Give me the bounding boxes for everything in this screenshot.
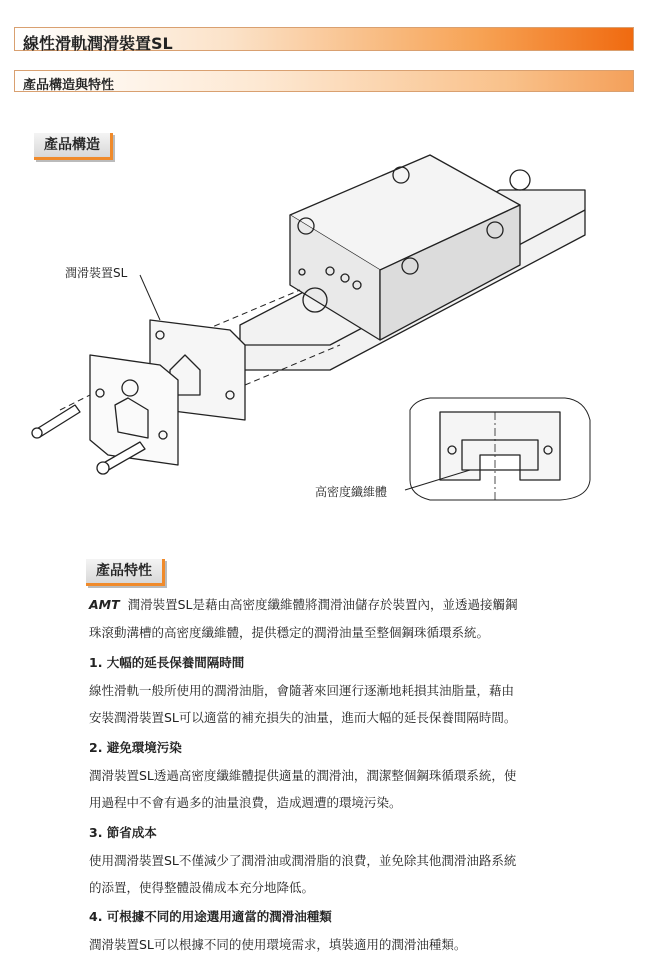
feature-4-line-1: 潤滑裝置SL可以根據不同的使用環境需求，填裝適用的潤滑油種類。 [89, 937, 467, 952]
feature-2-heading: 2. 避免環境污染 [89, 740, 182, 755]
intro-line-2: 珠滾動溝槽的高密度纖維體，提供穩定的潤滑油量至整個鋼珠循環系統。 [89, 625, 490, 640]
feature-3-heading: 3. 節省成本 [89, 825, 157, 840]
product-structure-drawing [0, 100, 650, 510]
feature-3-line-2: 的添置，使得整體設備成本充分地降低。 [89, 880, 315, 895]
label-fiber-body: 高密度纖維體 [315, 485, 388, 499]
feature-1-line-1: 線性滑軌一般所使用的潤滑油脂，會隨著來回運行逐漸地耗損其油脂量，藉由 [89, 683, 515, 698]
feature-4-heading: 4. 可根據不同的用途選用適當的潤滑油種類 [89, 909, 332, 924]
feature-1-heading: 1. 大幅的延長保養間隔時間 [89, 655, 245, 670]
label-lubrication-unit: 潤滑裝置SL [65, 266, 128, 280]
feature-2-line-2: 用過程中不會有過多的油量浪費，造成週遭的環境污染。 [89, 795, 402, 810]
feature-3-line-1: 使用潤滑裝置SL不僅減少了潤滑油或潤滑脂的浪費，並免除其他潤滑油路系統 [89, 853, 517, 868]
feature-1-line-2: 安裝潤滑裝置SL可以適當的補充損失的油量，進而大幅的延長保養間隔時間。 [89, 710, 517, 725]
section-title: 產品構造與特性 [23, 78, 115, 93]
page-title-banner [14, 27, 634, 51]
section-title-banner [14, 70, 634, 92]
features-tag: 產品特性 [86, 559, 165, 586]
page-title: 線性滑軌潤滑裝置SL [23, 34, 173, 53]
intro-line-1: AMT 潤滑裝置SL是藉由高密度纖維體將潤滑油儲存於裝置內，並透過接觸鋼 [89, 597, 518, 612]
brand-logo: AMT [89, 597, 120, 612]
structure-tag: 產品構造 [34, 133, 113, 160]
feature-2-line-1: 潤滑裝置SL透過高密度纖維體提供適量的潤滑油，潤潔整個鋼珠循環系統，使 [89, 768, 517, 783]
